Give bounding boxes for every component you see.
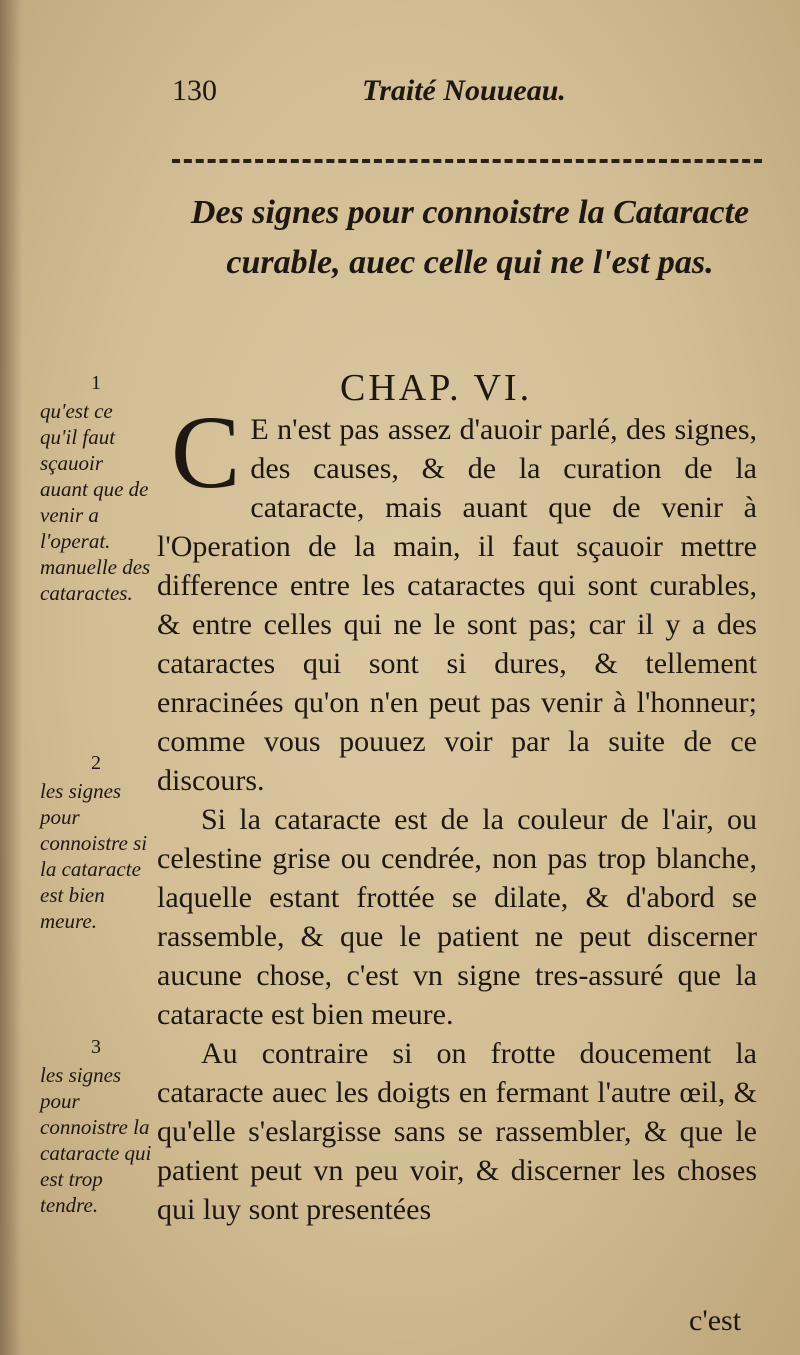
margin-note-number: 2: [91, 752, 101, 774]
drop-cap-initial: C: [171, 395, 241, 510]
margin-note-text: qu'est ce qu'il faut sçauoir auant que de venir a l'operat. manuelle des cataractes.: [40, 399, 151, 605]
margin-note-text: les signes pour connoistre si la cataracte est bien meure.: [40, 779, 148, 933]
paragraph-1: [157, 395, 757, 800]
running-title: Traité Nouueau.: [362, 74, 566, 107]
margin-note-3: [40, 1034, 152, 1218]
margin-note-2: [40, 750, 152, 934]
page-number: 130: [172, 74, 217, 107]
paragraph-2: Si la cataracte est de la couleur de l'air, ou celestine grise ou cendrée, non pas trop blanche, laquelle estant frottée se dilate, & d'abord se rassemble, & que le patient ne peut discerner aucune chose, c'est vn signe tres-assuré que la cataracte est bien meure.: [157, 803, 757, 1031]
ornamental-rule: [172, 159, 762, 163]
paragraph-1-text: E n'est pas assez d'auoir parlé, des signes, des causes, & de la curation de la cataracte, mais auant que de venir à l'Operation de la main, il faut sçauoir mettre difference entre les cataractes qui sont curables, & entre celles qui ne le sont pas; car il y a des cataractes qui sont si dures, & tellement enracinées qu'on n'en peut pas venir à l'honneur; comme vous pouuez voir par la suite de ce discours.: [157, 413, 757, 797]
margin-note-number: 1: [91, 372, 101, 394]
margin-note-1: [40, 370, 152, 606]
chapter-label: CHAP. VI.: [340, 367, 533, 409]
chapter-heading: Des signes pour connoistre la Cataracte curable, auec celle qui ne l'est pas.: [190, 194, 750, 281]
paragraph-3: Au contraire si on frotte doucement la cataracte auec les doigts en fermant l'autre œil, & qu'elle s'eslargisse sans se rassembler, & que le patient peut vn peu voir, & discerner les choses qui luy sont presentées: [157, 1037, 757, 1226]
margin-note-text: les signes pour connoistre la cataracte qui est trop tendre.: [40, 1063, 152, 1217]
margin-note-number: 3: [91, 1036, 101, 1058]
body-text: [157, 395, 757, 1229]
catchword: c'est: [689, 1304, 742, 1337]
